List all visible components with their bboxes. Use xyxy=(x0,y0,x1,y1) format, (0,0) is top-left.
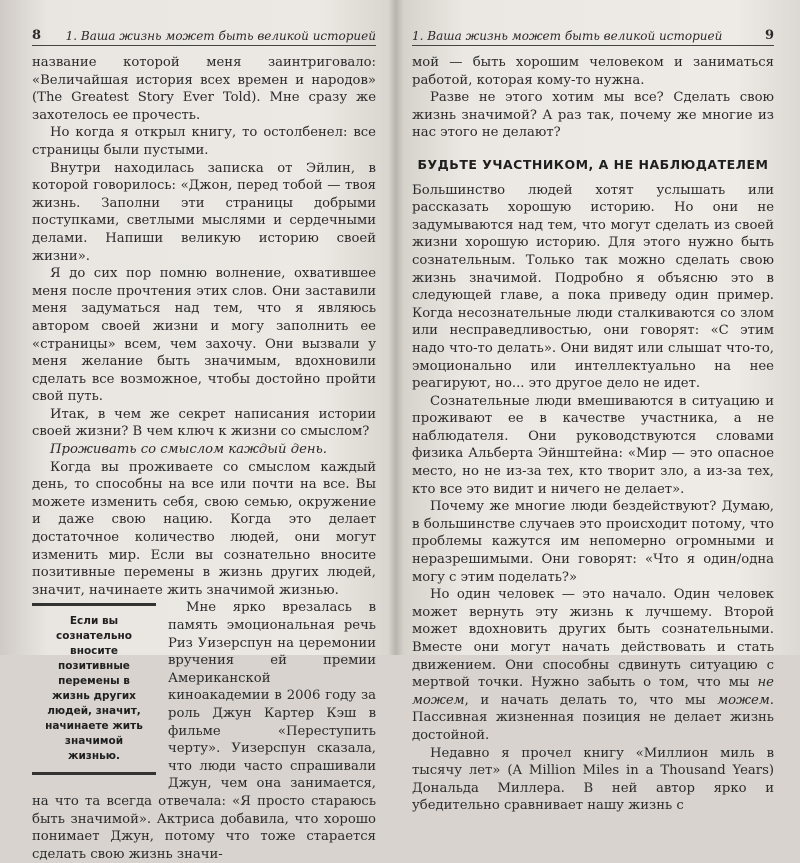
right-page-text xyxy=(412,54,774,815)
text-run: , и начать делать то, что мы xyxy=(464,692,718,708)
pull-quote: Если вы сознательно вносите позитивные перемены в жизнь других людей, значит, начинаете жить значимой жизнью. xyxy=(32,603,156,775)
right-page xyxy=(398,0,800,814)
paragraph: мой — быть хорошим человеком и заниматься работой, которая кому-то нужна. xyxy=(412,55,774,88)
paragraph: Когда вы проживаете со смыслом каждый день, то способны на все или почти на все. Вы можете изменить себя, свою семью, окружение и даже свою нацию. Когда это делает достаточное количество людей, они могут изменить мир. Если вы сознательно вносите позитивные перемены в жизнь других людей, значит, начинаете жить значимой жизнью. xyxy=(32,459,376,598)
paragraph: название которой меня заинтриговало: «Величайшая история всех времен и народов» (The Greatest Story Ever Told). Мне сразу же захотелось ее прочесть. xyxy=(32,55,376,123)
left-page-text xyxy=(32,54,376,863)
paragraph: Итак, в чем же секрет написания истории своей жизни? В чем ключ к жизни со смыслом? xyxy=(32,406,376,440)
running-head-left xyxy=(32,28,376,46)
paragraph: Почему же многие люди бездействуют? Думаю, в большинстве случаев это происходит потому, что проблемы кажутся им непомерно огромными и неразрешимыми. Они говорят: «Что я один/одна могу с этим поделать?» xyxy=(412,499,774,585)
paragraph: Разве не этого хотим мы все? Сделать свою жизнь значимой? А раз так, почему же многие из нас этого не делают? xyxy=(412,90,774,141)
running-head-right xyxy=(412,28,774,46)
section-heading: БУДЬТЕ УЧАСТНИКОМ, А НЕ НАБЛЮДАТЕЛЕМ xyxy=(417,156,769,172)
paragraph: Большинство людей хотят услышать или рассказать хорошую историю. Но они не задумываются над тем, что могут сделать из своей жизни хорошую историю. Для этого нужно быть сознательным. Только так можно сделать свою жизнь значимой. Подробно я объясню это в следующей главе, а пока приведу один пример. Когда несознательные люди сталкиваются со злом или несправедливостью, они говорят: «С этим надо что-то делать». Они видят или слышат что-то, эмоционально или интеллектуально на нее реагируют, но... это другое дело не идет. xyxy=(412,182,774,392)
chapter-title-right: 1. Ваша жизнь может быть великой историей xyxy=(412,29,723,43)
paragraph: Мне ярко врезалась в память эмоциональная речь Риз Уизерспун на церемонии вручения ей премии Американской киноакадемии в 2006 году за роль Джун Картер Кэш в фильме «Переступить черту». Уизерспун сказала, что люди часто спрашивали Джун, чем она занимается, на что та всегда отвечала: «Я просто стараюсь быть значимой». Актриса добавила, что хорошо понимает Джун, потому что тоже старается сделать свою жизнь значи- xyxy=(32,600,376,862)
paragraph: Сознательные люди вмешиваются в ситуацию и проживают ее в качестве участника, а не наблюдателя. Они руководствуются словами физика Альберта Эйнштейна: «Мир — это опасное место, но не из-за тех, кто творит зло, а из-за тех, кто все это видит и ничего не делает». xyxy=(412,393,774,497)
text-run: Но один человек — это начало. Один человек может вернуть эту жизнь к лучшему. Второй может вдохновить других быть сознательными. Вместе они могут начать действовать и стать движением. Они способны сдвинуть ситуацию с мертвой точки. Нужно забыть о том, что мы xyxy=(412,587,774,691)
paragraph: Но когда я открыл книгу, то остолбенел: все страницы были пустыми. xyxy=(32,125,376,158)
paragraph: Внутри находилась записка от Эйлин, в которой говорилось: «Джон, перед тобой — твоя жизнь. Заполни эти страницы добрыми поступками, светлыми мыслями и сердечными делами. Напиши великую историю своей жизни». xyxy=(32,160,376,264)
paragraph xyxy=(412,586,774,744)
paragraph: Недавно я прочел книгу «Миллион миль в тысячу лет» (A Million Miles in a Thousand Years) Дональда Миллера. В ней автор ярко и убедительно сравнивает нашу жизнь с xyxy=(412,745,774,814)
callout-section xyxy=(32,599,376,863)
page-number-right: 9 xyxy=(764,28,774,43)
emphasis: можем xyxy=(717,692,770,708)
emphasis: не можем xyxy=(412,675,774,708)
paragraph: Я до сих пор помню волнение, охватившее меня после прочтения этих слов. Они заставили меня задуматься над тем, что я являюсь автором своей жизни и могу заполнить ее «страницы» всем, чем захочу. Они вызвали у меня желание быть значимым, вдохновили сделать все возможное, чтобы достойно пройти свой путь. xyxy=(32,266,376,405)
text-run: . Пассивная жизненная позиция не делает жизнь достойной. xyxy=(412,692,774,743)
page-number-left: 8 xyxy=(32,28,42,43)
chapter-title-left: 1. Ваша жизнь может быть великой историей xyxy=(65,29,376,43)
left-page xyxy=(0,0,390,862)
italic-answer: Проживать со смыслом каждый день. xyxy=(50,442,327,458)
